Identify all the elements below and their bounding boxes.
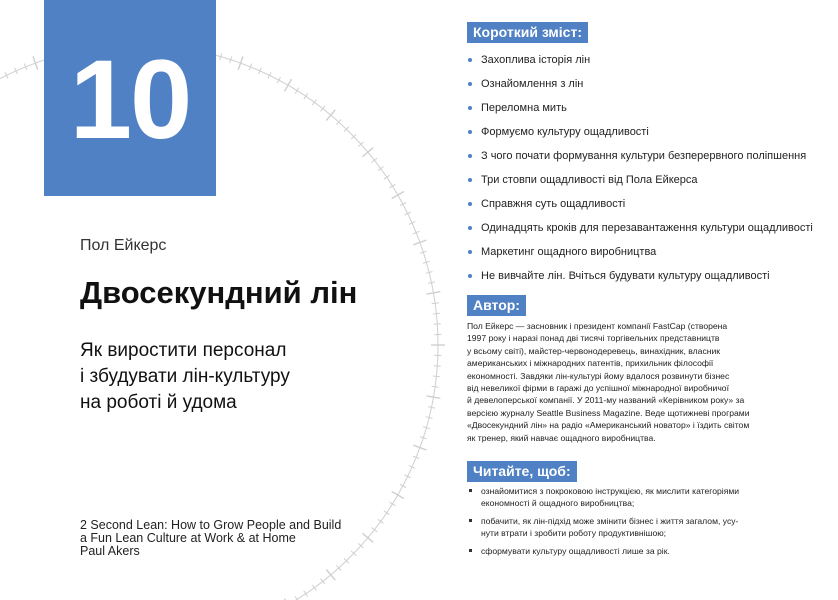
bio-line: й девелоперської компанії. У 2011-му названий «Керівником року» за bbox=[467, 395, 745, 406]
dial-tick bbox=[238, 57, 243, 70]
dial-tick bbox=[378, 167, 384, 171]
dial-tick bbox=[392, 492, 404, 499]
chapter-number: 10 bbox=[69, 37, 191, 162]
summary-item bbox=[467, 268, 832, 292]
bullet-icon bbox=[468, 130, 472, 134]
book-title: Двосекундний лін bbox=[80, 275, 358, 310]
goal-item bbox=[467, 515, 797, 539]
summary-item bbox=[467, 124, 832, 148]
summary-item-label: Маркетинг ощадного виробництва bbox=[481, 246, 657, 258]
summary-item bbox=[467, 100, 832, 124]
summary-item bbox=[467, 244, 832, 268]
summary-item-label: Переломна мить bbox=[481, 102, 567, 114]
bio-line: американських і міжнародних патентів, прихильник філософії bbox=[467, 358, 714, 369]
bio-line: версією журналу Seattle Business Magazine. Веде щотижневі програми bbox=[467, 407, 750, 418]
goal-line: сформувати культуру ощадливості лише за рік. bbox=[481, 546, 670, 556]
goal-line: ознайомитися з покроковою інструкцією, як мислити категоріями bbox=[481, 486, 740, 496]
bullet-icon bbox=[469, 519, 472, 522]
original-title-line: a Fun Lean Culture at Work & at Home bbox=[80, 531, 296, 545]
dial-tick bbox=[304, 93, 308, 99]
summary-item-label: Справжня суть ощадливості bbox=[481, 198, 626, 210]
dial-tick bbox=[321, 106, 325, 112]
bio-line: у всьому світі), майстер-червонодеревець, винахідник, власник bbox=[467, 345, 721, 356]
dial-tick bbox=[295, 88, 299, 94]
dial-tick bbox=[326, 110, 335, 121]
dial-tick bbox=[372, 158, 378, 162]
dial-tick bbox=[413, 240, 426, 245]
dial-tick bbox=[392, 192, 404, 199]
author-bio bbox=[467, 320, 797, 444]
dial-tick bbox=[384, 175, 390, 179]
bullet-icon bbox=[468, 202, 472, 206]
goal-item bbox=[467, 485, 797, 509]
bio-line: від невеликої фірми в гаражі до успішної міжнародної виробничої bbox=[467, 383, 729, 394]
read-heading: Читайте, щоб: bbox=[467, 461, 577, 482]
summary-item-label: Захоплива історія лін bbox=[481, 54, 591, 66]
summary-item-label: Три стовпи ощадливості від Пола Ейкерса bbox=[481, 174, 698, 186]
summary-item-label: Не вивчайте лін. Вчіться будувати культуру ощадливості bbox=[481, 270, 770, 282]
summary-item bbox=[467, 196, 832, 220]
summary-item bbox=[467, 76, 832, 100]
dial-tick bbox=[33, 57, 38, 70]
summary-item bbox=[467, 148, 832, 172]
original-title-line: 2 Second Lean: How to Grow People and Build bbox=[80, 518, 342, 532]
goal-line: нути втрати і зробити роботу продуктивнішою; bbox=[481, 528, 667, 538]
bullet-icon bbox=[468, 226, 472, 230]
summary-list bbox=[467, 52, 832, 292]
dial-tick bbox=[389, 502, 395, 506]
dial-tick bbox=[434, 324, 441, 325]
chapter-number-box bbox=[44, 0, 216, 196]
original-title-block bbox=[80, 519, 341, 558]
summary-item bbox=[467, 172, 832, 196]
bullet-icon bbox=[468, 178, 472, 182]
dial-tick bbox=[312, 585, 316, 591]
bullet-icon bbox=[469, 549, 472, 552]
summary-item bbox=[467, 52, 832, 76]
dial-tick bbox=[321, 579, 325, 585]
dial-tick bbox=[363, 148, 374, 157]
read-goals-list bbox=[467, 485, 797, 563]
summary-item-label: Формуємо культуру ощадливості bbox=[481, 126, 649, 138]
dial-tick bbox=[389, 184, 395, 188]
bullet-icon bbox=[469, 489, 472, 492]
bio-line: «Двосекундний лін» на радіо «Американський новатор» і їздить світом bbox=[467, 420, 750, 431]
subtitle-line: на роботі й удома bbox=[80, 392, 237, 413]
dial-tick bbox=[434, 366, 441, 367]
dial-tick bbox=[413, 445, 426, 450]
subtitle-line: Як виростити персонал bbox=[80, 340, 287, 361]
dial-tick bbox=[378, 519, 384, 523]
summary-item-label: З чого почати формування культури безперервного поліпшення bbox=[481, 150, 807, 162]
summary-item-label: Одинадцять кроків для перезавантаження культури ощадливості bbox=[481, 222, 813, 234]
bio-line: економності. Завдяки лін-культурі йому вдалося розвинути бізнес bbox=[467, 370, 730, 381]
bio-line: Пол Ейкерс — засновник і президент компанії FastCap (створена bbox=[467, 321, 728, 331]
original-author: Paul Akers bbox=[80, 544, 140, 558]
dial-tick bbox=[372, 528, 378, 532]
subtitle-line: і збудувати лін-культуру bbox=[80, 366, 290, 387]
goal-line: економності й ощадного виробництва; bbox=[481, 498, 635, 508]
dial-tick bbox=[433, 376, 440, 377]
dial-tick bbox=[326, 570, 335, 581]
dial-tick bbox=[304, 591, 308, 597]
summary-item-label: Ознайомлення з лін bbox=[481, 78, 584, 90]
dial-tick bbox=[384, 511, 390, 515]
dial-tick bbox=[363, 533, 374, 542]
dial-tick bbox=[432, 303, 439, 304]
book-author: Пол Ейкерс bbox=[80, 237, 167, 254]
dial-tick bbox=[433, 313, 440, 314]
book-subtitle bbox=[80, 338, 290, 416]
bullet-icon bbox=[468, 250, 472, 254]
goal-line: побачити, як лін-підхід може змінити бізнес і життя загалом, усу- bbox=[481, 516, 739, 526]
bullet-icon bbox=[468, 106, 472, 110]
bullet-icon bbox=[468, 274, 472, 278]
dial-tick bbox=[400, 484, 406, 487]
dial-tick bbox=[400, 203, 406, 206]
dial-tick bbox=[285, 79, 292, 91]
dial-tick bbox=[432, 386, 439, 387]
bullet-icon bbox=[468, 58, 472, 62]
bio-line: як тренер, який навчає ощадного виробництва. bbox=[467, 432, 656, 443]
bullet-icon bbox=[468, 82, 472, 86]
dial-tick bbox=[277, 77, 280, 83]
summary-heading: Короткий зміст: bbox=[467, 22, 588, 43]
goal-item bbox=[467, 545, 797, 557]
bio-line: 1997 року і наразі понад дві тисячі торгівельних представництв bbox=[467, 333, 720, 344]
summary-item bbox=[467, 220, 832, 244]
bullet-icon bbox=[468, 154, 472, 158]
author-heading: Автор: bbox=[467, 295, 526, 316]
dial-tick bbox=[312, 100, 316, 106]
